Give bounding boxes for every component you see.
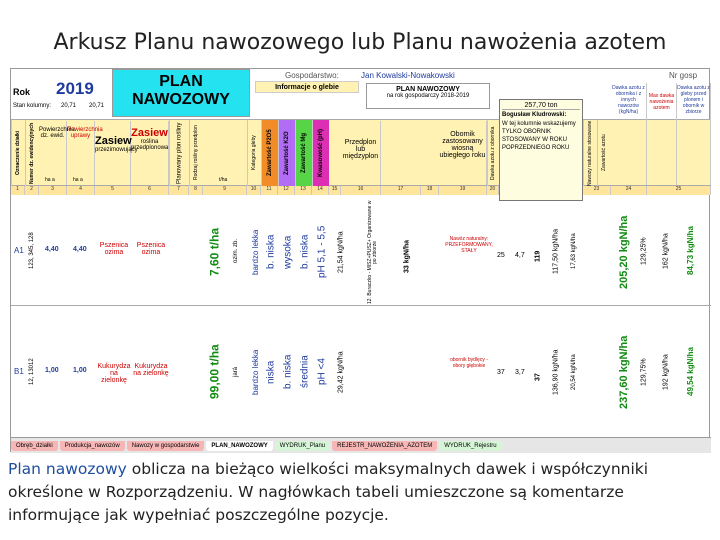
nr-gosp-label: Nr gosp — [669, 71, 698, 80]
gospodarstwo-name[interactable]: Jan Kowalski-Nowakowski — [361, 71, 455, 80]
hdr-zasiew2-sub: roślina przedplonowa — [131, 139, 169, 151]
row-kategoria[interactable]: bardzo lekka — [250, 229, 260, 275]
column-number: 8 — [189, 186, 203, 195]
row-pow2[interactable]: 1,00 — [73, 367, 87, 374]
row-zawartosc: 25 — [497, 252, 505, 259]
row-zawartosc: 37 — [497, 369, 505, 376]
hdr-dawka-azotu: Dawka azotu z obornika i z innych nawozów (kgN/ha) — [611, 83, 647, 185]
column-number: 4 — [67, 186, 95, 195]
column-number: 18 — [421, 186, 439, 195]
stan-value-2: 20,71 — [89, 103, 105, 109]
row-x2: 49,54 kgN/ha — [685, 347, 695, 397]
hdr-nawozy: Nawozy naturalne stosowane — [583, 120, 597, 186]
row-pow1[interactable]: 4,40 — [45, 246, 59, 253]
stan-kolumny-label: Stan kolumny: — [13, 103, 52, 109]
row-k2o[interactable]: b. niska — [282, 354, 294, 390]
hdr-mg: Zawartość Mg — [295, 120, 312, 186]
comment-text: W tej kolumnie wskazujemy TYLKO OBORNIK STOSOWANY W ROKU POPRZEDNIEGO ROKU — [502, 121, 576, 151]
hdr-k2o: Zawartość K2O — [278, 120, 295, 186]
caption-text: oblicza na bieżąco wielkości maksymalnych dawek i współczynniki określone w Rozporządzeniu. W nagłówkach tabeli umieszczone są komentarze informujące jak wypełniać poszczególne pozycje. — [8, 460, 649, 524]
hdr-max-dawka: Max dawka nawożenia azotem — [647, 83, 677, 185]
plan-box-sub: na rok gospodarczy 2018-2019 — [386, 93, 470, 99]
row-val1: 4,7 — [515, 252, 525, 259]
hdr-oznaczenie: Oznaczenie działki — [11, 120, 25, 186]
plan-title-block — [112, 69, 250, 117]
column-number: 19 — [439, 186, 487, 195]
plan-box — [366, 83, 490, 109]
plan-box-title: PLAN NAWOZOWY — [396, 86, 460, 93]
column-number: 5 — [95, 186, 131, 195]
row-val3: 117,50 kgN/ha — [552, 228, 560, 274]
row-val1: 3,7 — [515, 369, 525, 376]
hdr-zasiew-sub: przezimowujący — [95, 147, 138, 153]
row-rodzaj[interactable]: ozim. zb. — [232, 239, 239, 264]
row-obornik-dose: 33 kgN/ha — [403, 239, 411, 273]
row-mg[interactable]: średnia — [299, 355, 311, 389]
year-cell[interactable]: 2019 — [56, 79, 94, 98]
column-number: 13 — [295, 186, 312, 195]
unit-t-ha: t/ha — [219, 177, 228, 183]
column-number: 17 — [381, 186, 421, 195]
row-p2o5[interactable]: b. niska — [265, 234, 277, 270]
tab-nawozy[interactable]: Nawozy w gospodarstwie — [127, 441, 205, 451]
column-number: 1 — [11, 186, 25, 195]
row-dawka: 237,60 kgN/ha — [618, 335, 631, 409]
row-zasiew2[interactable]: Kukurydza na zielonkę — [133, 363, 169, 377]
plan-title-line1: PLAN — [159, 73, 203, 90]
column-number: 15 — [329, 186, 341, 195]
tab-rejestr[interactable]: REJESTR_NAWOŻENIA_AZOTEM — [332, 441, 437, 451]
comment-author: Bogusław Kludrowski: — [502, 112, 567, 118]
row-numer[interactable]: 12, 13012 — [28, 358, 35, 386]
column-number: 25 — [647, 186, 711, 195]
row-val2: 119 — [534, 250, 542, 262]
hdr-zasiew-title: Zasiew — [95, 135, 132, 147]
row-ph[interactable]: pH 5,1 - 5,5 — [316, 225, 328, 279]
row-przedplon[interactable]: 12. Buraczko - MISZ+PUSZ+ Organizowane w po zbiorze — [366, 200, 378, 304]
column-number: 24 — [611, 186, 647, 195]
row-val4: 20,54 kgN/ha — [570, 354, 577, 390]
row-x1: 162 kgN/ha — [662, 233, 670, 269]
hdr-zasiew — [95, 121, 138, 185]
row-x2: 84,73 kgN/ha — [685, 226, 695, 276]
tab-plan-nawozowy[interactable]: PLAN_NAWOZOWY — [206, 441, 272, 451]
hdr-numer: Numer dz. ewidencyjnych — [25, 120, 39, 186]
row-id[interactable]: B1 — [14, 367, 24, 376]
stan-value-1: 20,71 — [61, 103, 77, 109]
table-row-b1 — [11, 307, 711, 435]
row-kategoria[interactable]: bardzo lekka — [250, 349, 260, 395]
row-k2o[interactable]: wysoka — [282, 235, 294, 269]
area-value: 257,70 ton — [502, 102, 580, 110]
row-mg[interactable]: b. niska — [299, 234, 311, 270]
gospodarstwo-label: Gospodarstwo: — [285, 71, 339, 80]
column-number: 11 — [261, 186, 278, 195]
row-ph[interactable]: pH <4 — [316, 358, 328, 386]
unit-ha-2: ha a — [73, 177, 83, 183]
spreadsheet-window — [10, 68, 710, 452]
row-dawka: 205,20 kgN/ha — [618, 215, 631, 289]
hdr-p2o5: Zawartość P2O5 — [261, 120, 278, 186]
row-val4: 17,63 kgN/ha — [570, 233, 577, 269]
column-number: 7 — [169, 186, 189, 195]
slide-caption — [8, 458, 714, 527]
row-pow2[interactable]: 4,40 — [73, 246, 87, 253]
hdr-pow-ewid: Powierzchnia dz. ewid. — [39, 121, 67, 185]
comment-popup — [499, 99, 583, 201]
row-x1: 192 kgN/ha — [662, 354, 670, 390]
hdr-zasiew2 — [131, 121, 169, 185]
unit-ha-1: ha a — [45, 177, 55, 183]
plan-title-line2: NAWOZOWY — [132, 91, 230, 108]
row-zasiew2[interactable]: Pszenica ozima — [136, 242, 166, 256]
hdr-przedplon: Przedplon lub międzyplon — [341, 121, 381, 185]
row-zasiew[interactable]: Pszenica ozima — [99, 242, 129, 256]
tab-obreb[interactable]: Obręb_działki — [11, 441, 58, 451]
row-plon[interactable]: 7,60 t/ha — [207, 227, 222, 277]
hdr-rodzaj: Rodzaj rośliny przedplon — [189, 120, 203, 186]
row-numer[interactable]: 123, 345, 128 — [28, 232, 35, 270]
row-zasiew[interactable]: Kukurydza na zielonkę — [97, 363, 131, 384]
table-row-a1 — [11, 196, 711, 306]
row-pow1[interactable]: 1,00 — [45, 367, 59, 374]
tab-wydruk-planu[interactable]: WYDRUK_Planu — [275, 441, 330, 451]
row-val2: 37 — [534, 373, 542, 381]
hdr-ph: Kwasowość (pH) — [312, 120, 329, 186]
tab-produkcja[interactable]: Produkcja_nawozów — [60, 441, 125, 451]
row-val3: 136,90 kgN/ha — [552, 349, 560, 395]
row-gleba-n: 21,54 kgN/ha — [337, 231, 345, 273]
row-max: 129,25% — [640, 237, 648, 265]
hdr-pow-upraw: Powierzchnia uprawy — [67, 121, 95, 185]
hdr-zawartosc-n: Zawartość azotu — [597, 120, 611, 186]
row-id[interactable]: A1 — [14, 246, 24, 255]
row-rodzaj[interactable]: jará — [232, 367, 239, 378]
row-plon[interactable]: 99,00 t/ha — [207, 344, 222, 400]
hdr-plon: Planowany plon rośliny — [169, 120, 189, 186]
hdr-obornik: Obornik zastosowany wiosną ubiegłego roku — [439, 121, 487, 185]
column-number: 12 — [278, 186, 295, 195]
column-number: 2 — [25, 186, 39, 195]
row-max: 129,75% — [640, 358, 648, 386]
column-number: 3 — [39, 186, 67, 195]
informacje-banner: Informacje o glebie — [255, 81, 359, 93]
tab-wydruk-rejestru[interactable]: WYDRUK_Rejestru — [439, 441, 501, 451]
column-number: 20 — [487, 186, 499, 195]
hdr-kategoria: Kategoria gleby — [247, 120, 261, 186]
row-nawozy[interactable]: obornik bydlęcy - obory głębokie — [450, 357, 488, 369]
row-nawozy[interactable]: Nawóz naturalny: PRZEFORMOWANY, STAŁY — [445, 236, 493, 254]
hdr-dawka-ogolem: Dawka azotu z gleby przed plonem i obornik w zbiorze — [677, 83, 711, 185]
column-number: 10 — [247, 186, 261, 195]
row-gleba-n: 29,42 kgN/ha — [337, 351, 345, 393]
slide-title: Arkusz Planu nawozowego lub Planu nawożenia azotem — [53, 30, 667, 55]
hdr-dawka-n: Dawka azotu z obornika — [487, 120, 499, 186]
caption-highlight: Plan nawozowy — [8, 460, 127, 478]
column-number: 23 — [583, 186, 611, 195]
sheet-tab-bar — [11, 437, 711, 453]
column-number: 6 — [131, 186, 169, 195]
column-number: 16 — [341, 186, 381, 195]
rok-label: Rok — [13, 87, 31, 97]
column-number: 9 — [203, 186, 247, 195]
row-p2o5[interactable]: niska — [265, 360, 277, 384]
column-number: 14 — [312, 186, 329, 195]
hdr-zasiew2-title: Zasiew — [131, 127, 168, 139]
